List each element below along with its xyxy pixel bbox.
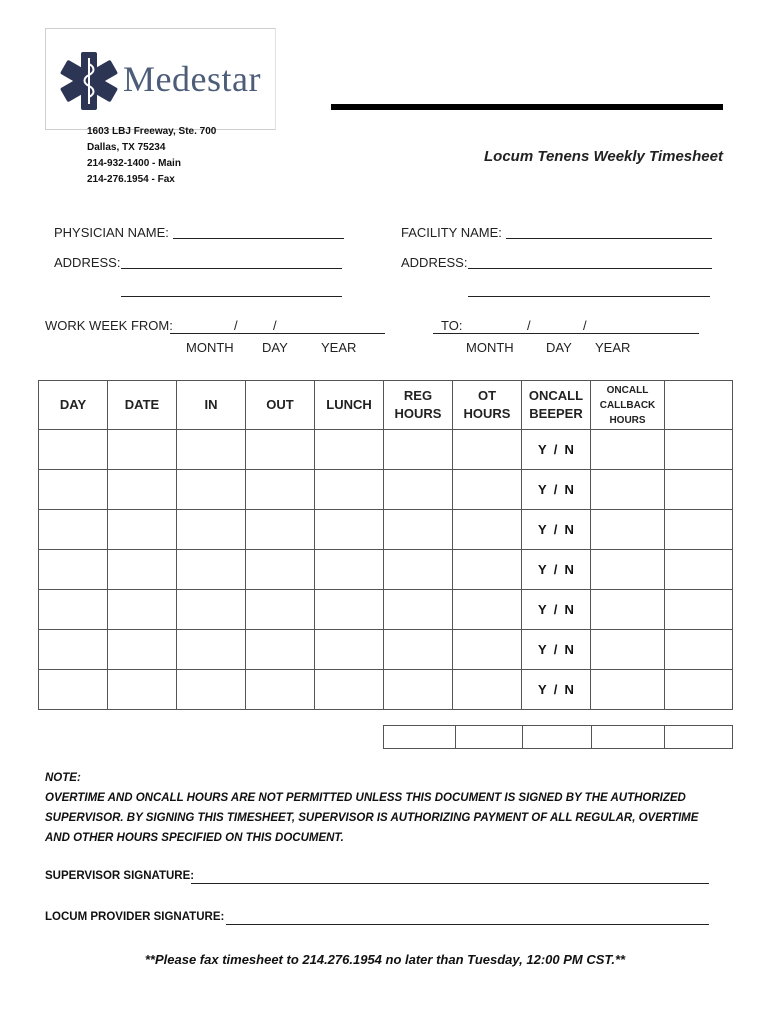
table-row: [39, 430, 733, 470]
cell-in[interactable]: [177, 670, 246, 710]
cell-blank[interactable]: [665, 670, 733, 710]
cell-day[interactable]: [39, 590, 108, 630]
cell-day[interactable]: [39, 470, 108, 510]
total-blank-cell[interactable]: [665, 726, 733, 749]
cell-date[interactable]: [108, 550, 177, 590]
cell-reg-hours[interactable]: [384, 590, 453, 630]
star-of-life-logo-icon: [58, 50, 120, 112]
totals-table: [383, 725, 733, 749]
cell-reg-hours[interactable]: [384, 470, 453, 510]
cell-oncall-callback[interactable]: [591, 550, 665, 590]
cell-ot-hours[interactable]: [453, 590, 522, 630]
cell-out[interactable]: [246, 630, 315, 670]
physician-address-field-1[interactable]: [121, 268, 342, 269]
col-blank-header: [665, 381, 733, 430]
cell-reg-hours[interactable]: [384, 550, 453, 590]
from-year-label: YEAR: [321, 340, 357, 355]
table-header-row: [39, 381, 733, 430]
fax-instructions: **Please fax timesheet to 214.276.1954 no later than Tuesday, 12:00 PM CST.**: [144, 952, 626, 967]
cell-in[interactable]: [177, 630, 246, 670]
cell-oncall-beeper[interactable]: Y / N: [522, 550, 591, 590]
cell-day[interactable]: [39, 550, 108, 590]
cell-in[interactable]: [177, 510, 246, 550]
from-day-label: DAY: [262, 340, 288, 355]
cell-oncall-callback[interactable]: [591, 430, 665, 470]
cell-blank[interactable]: [665, 590, 733, 630]
cell-in[interactable]: [177, 590, 246, 630]
cell-oncall-callback[interactable]: [591, 510, 665, 550]
note-label: NOTE:: [45, 772, 81, 784]
address-line-1: 1603 LBJ Freeway, Ste. 700: [87, 126, 217, 137]
cell-reg-hours[interactable]: [384, 630, 453, 670]
cell-lunch[interactable]: [315, 510, 384, 550]
col-lunch-header: LUNCH: [315, 381, 384, 430]
col-day-header: DAY: [39, 381, 108, 430]
cell-ot-hours[interactable]: [453, 430, 522, 470]
cell-lunch[interactable]: [315, 550, 384, 590]
cell-day[interactable]: [39, 630, 108, 670]
work-week-to-field[interactable]: [433, 333, 699, 334]
phone-main: 214-932-1400 - Main: [87, 158, 181, 169]
cell-oncall-beeper[interactable]: Y / N: [522, 590, 591, 630]
cell-oncall-beeper[interactable]: Y / N: [522, 670, 591, 710]
col-reg-hours-header: REG HOURS: [384, 381, 453, 430]
cell-date[interactable]: [108, 470, 177, 510]
phone-fax: 214-276.1954 - Fax: [87, 174, 175, 185]
cell-reg-hours[interactable]: [384, 670, 453, 710]
cell-date[interactable]: [108, 590, 177, 630]
cell-in[interactable]: [177, 470, 246, 510]
table-row: [39, 550, 733, 590]
col-oncall-beeper-header: ONCALL BEEPER: [522, 381, 591, 430]
cell-oncall-beeper[interactable]: Y / N: [522, 630, 591, 670]
cell-lunch[interactable]: [315, 590, 384, 630]
facility-name-label: FACILITY NAME:: [401, 225, 502, 240]
cell-lunch[interactable]: [315, 670, 384, 710]
from-slash-1: /: [234, 318, 238, 333]
supervisor-signature-label: SUPERVISOR SIGNATURE:: [45, 870, 195, 882]
cell-out[interactable]: [246, 470, 315, 510]
cell-out[interactable]: [246, 430, 315, 470]
to-month-label: MONTH: [466, 340, 514, 355]
cell-lunch[interactable]: [315, 630, 384, 670]
cell-lunch[interactable]: [315, 470, 384, 510]
cell-oncall-callback[interactable]: [591, 470, 665, 510]
col-out-header: OUT: [246, 381, 315, 430]
note-line-3: AND OTHER HOURS SPECIFIED ON THIS DOCUMENT.: [45, 832, 344, 844]
note-line-2: SUPERVISOR. BY SIGNING THIS TIMESHEET, SUPERVISOR IS AUTHORIZING PAYMENT OF ALL REGULAR, OVERTIME: [45, 812, 699, 824]
cell-ot-hours[interactable]: [453, 510, 522, 550]
cell-ot-hours[interactable]: [453, 670, 522, 710]
totals-row: [384, 726, 733, 749]
table-row: [39, 630, 733, 670]
facility-address-field-2[interactable]: [468, 296, 710, 297]
facility-name-field[interactable]: [506, 238, 712, 239]
col-in-header: IN: [177, 381, 246, 430]
cell-oncall-beeper[interactable]: Y / N: [522, 510, 591, 550]
col-oncall-callback-header: ONCALL CALLBACK HOURS: [591, 381, 665, 430]
cell-out[interactable]: [246, 670, 315, 710]
physician-name-label: PHYSICIAN NAME:: [54, 225, 169, 240]
cell-oncall-beeper[interactable]: Y / N: [522, 430, 591, 470]
physician-address-field-2[interactable]: [121, 296, 342, 297]
cell-in[interactable]: [177, 550, 246, 590]
cell-lunch[interactable]: [315, 430, 384, 470]
facility-address-label: ADDRESS:: [401, 255, 468, 270]
total-reg-hours-cell[interactable]: [384, 726, 456, 749]
cell-oncall-beeper[interactable]: Y / N: [522, 470, 591, 510]
total-ot-hours-cell[interactable]: [456, 726, 523, 749]
to-slash-1: /: [527, 318, 531, 333]
to-label: TO:: [441, 318, 463, 333]
company-logo-text: Medestar: [123, 59, 261, 99]
provider-signature-field[interactable]: [226, 924, 709, 925]
header-rule: [331, 104, 723, 110]
physician-name-field[interactable]: [173, 238, 344, 239]
from-month-label: MONTH: [186, 340, 234, 355]
work-week-from-field[interactable]: [170, 333, 385, 334]
cell-blank[interactable]: [665, 470, 733, 510]
supervisor-signature-field[interactable]: [191, 883, 709, 884]
cell-out[interactable]: [246, 510, 315, 550]
work-week-from-label: WORK WEEK FROM:: [45, 318, 173, 333]
cell-blank[interactable]: [665, 550, 733, 590]
to-year-label: YEAR: [595, 340, 631, 355]
cell-reg-hours[interactable]: [384, 430, 453, 470]
table-row: [39, 470, 733, 510]
cell-blank[interactable]: [665, 510, 733, 550]
cell-oncall-callback[interactable]: [591, 590, 665, 630]
cell-day[interactable]: [39, 670, 108, 710]
provider-signature-label: LOCUM PROVIDER SIGNATURE:: [45, 911, 225, 923]
total-oncall-beeper-cell[interactable]: [523, 726, 592, 749]
cell-ot-hours[interactable]: [453, 630, 522, 670]
cell-ot-hours[interactable]: [453, 550, 522, 590]
cell-day[interactable]: [39, 430, 108, 470]
col-date-header: DATE: [108, 381, 177, 430]
to-slash-2: /: [583, 318, 587, 333]
timesheet-table: [38, 380, 733, 710]
cell-blank[interactable]: [665, 630, 733, 670]
cell-date[interactable]: [108, 430, 177, 470]
document-title: Locum Tenens Weekly Timesheet: [484, 148, 723, 165]
from-slash-2: /: [273, 318, 277, 333]
cell-date[interactable]: [108, 510, 177, 550]
cell-blank[interactable]: [665, 430, 733, 470]
cell-day[interactable]: [39, 510, 108, 550]
cell-date[interactable]: [108, 670, 177, 710]
total-oncall-callback-cell[interactable]: [592, 726, 665, 749]
cell-ot-hours[interactable]: [453, 470, 522, 510]
physician-address-label: ADDRESS:: [54, 255, 121, 270]
cell-reg-hours[interactable]: [384, 510, 453, 550]
cell-oncall-callback[interactable]: [591, 630, 665, 670]
cell-out[interactable]: [246, 590, 315, 630]
table-row: [39, 590, 733, 630]
cell-in[interactable]: [177, 430, 246, 470]
to-day-label: DAY: [546, 340, 572, 355]
table-row: [39, 670, 733, 710]
col-ot-hours-header: OT HOURS: [453, 381, 522, 430]
note-line-1: OVERTIME AND ONCALL HOURS ARE NOT PERMITTED UNLESS THIS DOCUMENT IS SIGNED BY THE AUTHORIZED: [45, 792, 686, 804]
facility-address-field-1[interactable]: [468, 268, 712, 269]
table-row: [39, 510, 733, 550]
cell-date[interactable]: [108, 630, 177, 670]
cell-oncall-callback[interactable]: [591, 670, 665, 710]
cell-out[interactable]: [246, 550, 315, 590]
address-line-2: Dallas, TX 75234: [87, 142, 166, 153]
